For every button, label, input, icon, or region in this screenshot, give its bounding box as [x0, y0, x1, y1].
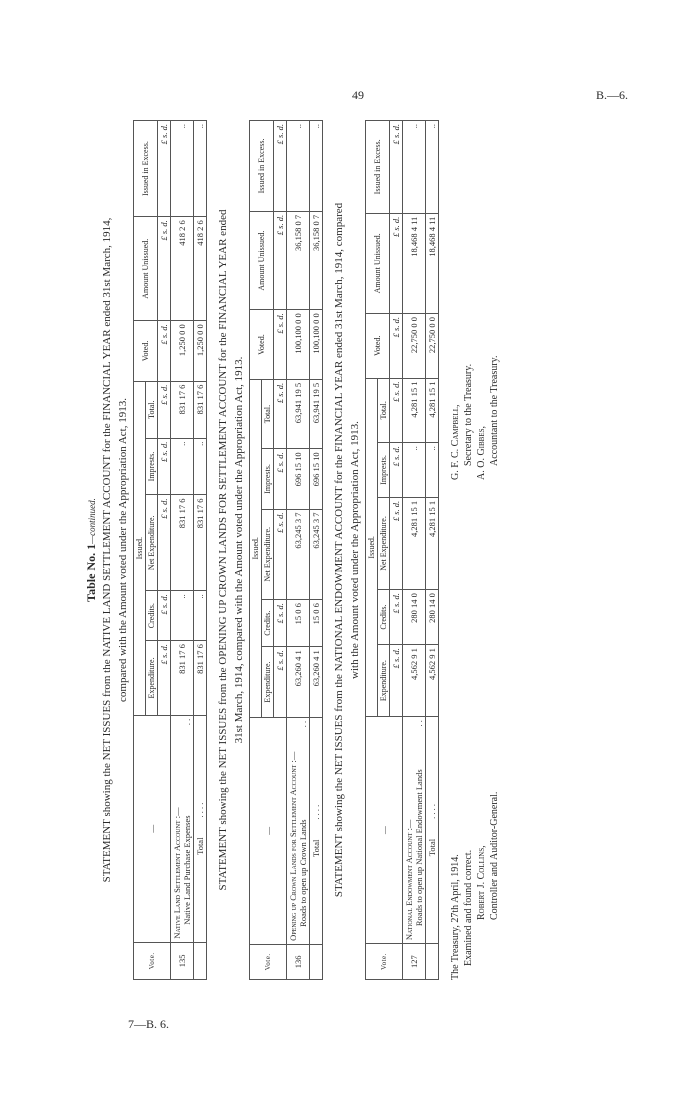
- value-net: 831 17 6: [171, 495, 194, 591]
- unit-d: d.: [159, 220, 169, 227]
- unit-l: £: [159, 457, 169, 462]
- total-label-cell: [426, 717, 439, 944]
- unit-d: d.: [391, 648, 401, 655]
- footer-left: [449, 792, 501, 980]
- total-excess: ..: [310, 121, 323, 212]
- column-header-total: Total.: [378, 378, 390, 443]
- total-voted: 100,100 0 0: [310, 310, 323, 380]
- column-header-voted: Voted.: [250, 310, 274, 380]
- unit-l: £: [391, 140, 401, 145]
- account-item: [182, 719, 192, 939]
- examined-note: Examined and found correct.: [463, 849, 474, 966]
- column-header-vote: Vote.: [250, 944, 287, 979]
- column-header-voted: Voted.: [134, 321, 158, 381]
- units-cell: [274, 509, 287, 600]
- column-header-issued: Issued.: [250, 379, 262, 717]
- unit-l: £: [275, 619, 285, 624]
- column-header-vote: Vote.: [366, 944, 403, 980]
- value-total: 4,281 15 1: [403, 378, 426, 443]
- unit-l: £: [159, 400, 169, 405]
- total-total: 831 17 6: [194, 381, 207, 438]
- column-header-total: Total.: [146, 381, 158, 438]
- account-description: [171, 715, 194, 942]
- item-label: Native Land Purchase Expenses: [182, 815, 192, 925]
- total-net: 4,281 15 1: [426, 497, 439, 589]
- unit-d: d.: [391, 446, 401, 453]
- unit-d: d.: [391, 593, 401, 600]
- item-label: Roads to open up Crown Lands: [298, 819, 308, 927]
- unit-l: £: [391, 397, 401, 402]
- total-voted: 1,250 0 0: [194, 321, 207, 381]
- column-header-imprests: Imprests.: [378, 443, 390, 498]
- unit-s: s.: [159, 652, 169, 658]
- value-net: 4,281 15 1: [403, 497, 426, 589]
- total-imprests: ..: [426, 443, 439, 498]
- value-expenditure: 831 17 6: [171, 641, 194, 716]
- unit-l: £: [275, 666, 285, 671]
- units-cell: [274, 211, 287, 309]
- total-imprests: ..: [194, 438, 207, 495]
- column-header-imprests: Imprests.: [146, 438, 158, 495]
- unit-s: s.: [275, 611, 285, 617]
- total-credits: 280 14 0: [426, 590, 439, 645]
- total-unissued: 36,158 0 7: [310, 211, 323, 309]
- column-header-net: Net Expenditure.: [378, 497, 390, 589]
- unit-s: s.: [391, 454, 401, 461]
- units-cell: [390, 213, 403, 313]
- units-cell: [158, 641, 171, 716]
- controller-name: Robert J. Collins,: [476, 845, 487, 920]
- unit-l: £: [391, 232, 401, 238]
- value-credits: ..: [171, 591, 194, 641]
- column-header-excess: Issued in Excess.: [366, 121, 390, 214]
- document-reference-bottom: 7—B. 6.: [128, 1017, 170, 1031]
- unit-l: £: [391, 516, 401, 522]
- total-vote-cell: [194, 942, 207, 979]
- unit-s: s.: [391, 132, 401, 138]
- units-cell: [390, 378, 403, 443]
- column-header-credits: Credits.: [146, 591, 158, 641]
- table-heading: [85, 100, 99, 1000]
- unit-s: s.: [391, 225, 401, 231]
- column-header-unissued: Amount Unissued.: [250, 211, 274, 309]
- units-cell: [274, 449, 287, 509]
- leader-dots: . .: [414, 720, 424, 727]
- units-cell: [274, 310, 287, 380]
- unit-s: s.: [391, 656, 401, 663]
- total-voted: 22,750 0 0: [426, 314, 439, 379]
- total-label: Total: [311, 839, 321, 857]
- units-cell: [158, 121, 171, 217]
- unit-d: d.: [275, 512, 285, 519]
- units-cell: [390, 443, 403, 498]
- value-imprests: ..: [171, 438, 194, 495]
- column-header-credits: Credits.: [262, 600, 274, 647]
- unit-d: d.: [391, 381, 401, 388]
- column-header-unissued: Amount Unissued.: [366, 213, 390, 313]
- total-unissued: 418 2 6: [194, 217, 207, 321]
- value-total: 63,941 19 5: [287, 379, 310, 449]
- column-header-description: —: [250, 717, 287, 944]
- column-header-description: —: [134, 715, 171, 942]
- unit-l: £: [159, 236, 169, 241]
- column-header-imprests: Imprests.: [262, 449, 274, 509]
- column-header-credits: Credits.: [378, 590, 390, 645]
- units-cell: [390, 497, 403, 589]
- account-name: National Endowment Account :—: [404, 819, 414, 941]
- unit-l: £: [275, 468, 285, 473]
- value-total: 831 17 6: [171, 381, 194, 438]
- value-credits: 280 14 0: [403, 590, 426, 645]
- units-cell: [390, 645, 403, 717]
- unit-s: s.: [275, 132, 285, 138]
- table-title: Table No. 1: [84, 543, 98, 602]
- column-header-vote: Vote.: [134, 942, 171, 979]
- units-cell: [274, 121, 287, 212]
- account-description: [403, 717, 426, 944]
- unit-l: £: [391, 462, 401, 467]
- unit-l: £: [275, 398, 285, 404]
- unit-s: s.: [159, 450, 169, 456]
- unit-s: s.: [275, 460, 285, 467]
- total-label-cell: [310, 717, 323, 944]
- total-excess: ..: [426, 121, 439, 214]
- column-header-expenditure: Expenditure.: [146, 641, 158, 716]
- total-vote-cell: [310, 944, 323, 979]
- secretary-title: Secretary to the Treasury.: [463, 363, 474, 466]
- total-net: 63,245 3 7: [310, 509, 323, 600]
- unit-s: s.: [275, 391, 285, 397]
- unit-d: d.: [159, 384, 169, 391]
- account-name: Native Land Settlement Account :—: [172, 807, 182, 939]
- unit-s: s.: [159, 393, 169, 399]
- unit-d: d.: [275, 603, 285, 610]
- unit-s: s.: [159, 332, 169, 339]
- value-imprests: 696 15 10: [287, 449, 310, 509]
- unit-s: s.: [275, 521, 285, 527]
- unit-s: s.: [391, 325, 401, 331]
- total-label-cell: [194, 715, 207, 942]
- unit-l: £: [159, 140, 169, 145]
- unit-d: d.: [159, 498, 169, 505]
- unit-s: s.: [275, 658, 285, 665]
- unit-l: £: [391, 333, 401, 338]
- unit-d: d.: [391, 500, 401, 508]
- unit-d: d.: [159, 441, 169, 449]
- unit-l: £: [275, 528, 285, 533]
- page-number: 49: [352, 88, 364, 102]
- total-expenditure: 831 17 6: [194, 641, 207, 716]
- unit-l: £: [275, 230, 285, 236]
- unit-s: s.: [275, 223, 285, 229]
- leader-dots: . .: [182, 718, 192, 726]
- units-cell: [274, 600, 287, 647]
- vote-number: 127: [403, 944, 426, 980]
- item-label: Roads to open up National Endowment Lands: [414, 769, 424, 927]
- value-voted: 22,750 0 0: [403, 314, 426, 379]
- controller-title: Controller and Auditor-General.: [489, 791, 500, 920]
- vote-number: 135: [171, 942, 194, 979]
- statement-block: [217, 100, 323, 1000]
- unit-l: £: [159, 610, 169, 615]
- units-cell: [158, 438, 171, 495]
- account-description: [287, 717, 310, 944]
- unit-s: s.: [391, 601, 401, 608]
- column-header-net: Net Expenditure.: [262, 509, 274, 600]
- units-cell: [158, 591, 171, 641]
- footer-right: [449, 356, 501, 480]
- accountant-name: A. O. Gibbes,: [476, 425, 487, 480]
- total-expenditure: 63,260 4 1: [310, 647, 323, 718]
- unit-s: s.: [391, 390, 401, 396]
- unit-s: s.: [159, 228, 169, 235]
- accountant-title: Accountant to the Treasury.: [489, 355, 500, 466]
- total-label: Total: [195, 837, 205, 855]
- unit-l: £: [391, 609, 401, 614]
- unit-l: £: [391, 664, 401, 669]
- unit-s: s.: [391, 509, 401, 515]
- unit-s: s.: [275, 321, 285, 328]
- statements-container: [101, 100, 439, 1000]
- vote-number: 136: [287, 944, 310, 979]
- leader-dots: . .: [298, 720, 308, 728]
- column-header-expenditure: Expenditure.: [378, 645, 390, 717]
- total-vote-cell: [426, 944, 439, 980]
- value-excess: ..: [171, 121, 194, 217]
- statement-block: [101, 100, 207, 1000]
- column-header-voted: Voted.: [366, 314, 390, 379]
- rotated-page-content: [85, 100, 605, 1000]
- document-reference-top: B.—6.: [596, 88, 629, 102]
- unit-d: d.: [391, 124, 401, 131]
- column-header-excess: Issued in Excess.: [134, 121, 158, 217]
- total-total: 63,941 19 5: [310, 379, 323, 449]
- value-voted: 100,100 0 0: [287, 310, 310, 380]
- unit-d: d.: [275, 313, 285, 320]
- units-cell: [158, 495, 171, 591]
- unit-d: d.: [391, 216, 401, 224]
- unit-l: £: [159, 340, 169, 345]
- account-name: Opening up Crown Lands for Settlement Account :—: [288, 751, 298, 941]
- column-header-expenditure: Expenditure.: [262, 647, 274, 718]
- column-header-issued: Issued.: [366, 378, 378, 717]
- unit-l: £: [275, 140, 285, 145]
- total-unissued: 18,468 4 11: [426, 213, 439, 313]
- statement-title-line2: 31st March, 1914, compared with the Amount voted under the Appropriation Act, 1913.: [233, 356, 245, 744]
- value-unissued: 418 2 6: [171, 217, 194, 321]
- column-header-unissued: Amount Unissued.: [134, 217, 158, 321]
- unit-d: d.: [159, 594, 169, 601]
- unit-l: £: [159, 660, 169, 665]
- statement-title-line1: STATEMENT showing the NET ISSUES from the OPENING UP CROWN LANDS FOR SETTLEMENT ACCOUNT for the FINANCIAL YEAR ended: [217, 209, 229, 891]
- unit-l: £: [275, 329, 285, 334]
- total-dots: . . . .: [427, 804, 437, 819]
- unit-s: s.: [159, 602, 169, 609]
- unit-l: £: [159, 514, 169, 519]
- unit-s: s.: [159, 506, 169, 513]
- value-voted: 1,250 0 0: [171, 321, 194, 381]
- total-credits: 15 0 6: [310, 600, 323, 647]
- total-dots: . . . .: [195, 802, 205, 818]
- value-expenditure: 4,562 9 1: [403, 645, 426, 717]
- unit-d: d.: [159, 324, 169, 331]
- units-cell: [158, 381, 171, 438]
- statement-title-line1: STATEMENT showing the NET ISSUES from the NATIVE LAND SETTLEMENT ACCOUNT for the FINANCIAL YEAR ended 31st March, 1914,: [101, 217, 113, 883]
- treasury-date: The Treasury, 27th April, 1914.: [450, 854, 461, 980]
- units-cell: [158, 321, 171, 381]
- total-credits: ..: [194, 591, 207, 641]
- total-imprests: 696 15 10: [310, 449, 323, 509]
- unit-d: d.: [275, 452, 285, 459]
- total-expenditure: 4,562 9 1: [426, 645, 439, 717]
- unit-d: d.: [275, 650, 285, 657]
- value-net: 63,245 3 7: [287, 509, 310, 600]
- statement-title-line2: with the Amount voted under the Appropriation Act, 1913.: [349, 421, 361, 679]
- unit-d: d.: [159, 644, 169, 651]
- value-expenditure: 63,260 4 1: [287, 647, 310, 718]
- value-excess: ..: [403, 121, 426, 214]
- statement-table: [249, 120, 323, 980]
- unit-d: d.: [159, 124, 169, 131]
- account-item: [298, 721, 308, 941]
- units-cell: [390, 590, 403, 645]
- value-unissued: 36,158 0 7: [287, 211, 310, 309]
- statement-title-line2: compared with the Amount voted under the Appropriation Act, 1913.: [117, 398, 129, 702]
- value-credits: 15 0 6: [287, 600, 310, 647]
- column-header-total: Total.: [262, 379, 274, 449]
- secretary-name: G. F. C. Campbell,: [450, 404, 461, 480]
- units-cell: [274, 379, 287, 449]
- column-header-description: —: [366, 717, 403, 944]
- unit-d: d.: [391, 317, 401, 324]
- statement-table: [365, 120, 439, 980]
- total-net: 831 17 6: [194, 495, 207, 591]
- units-cell: [390, 314, 403, 379]
- units-cell: [158, 217, 171, 321]
- column-header-excess: Issued in Excess.: [250, 121, 274, 212]
- unit-d: d.: [275, 382, 285, 390]
- unit-d: d.: [275, 214, 285, 222]
- account-item: [414, 720, 424, 940]
- statement-title-line1: STATEMENT showing the NET ISSUES from the NATIONAL ENDOWMENT ACCOUNT for the FINANCIAL YEAR ended 31st March, 1914, compared: [333, 202, 345, 898]
- column-header-net: Net Expenditure.: [146, 495, 158, 591]
- unit-d: d.: [275, 124, 285, 131]
- value-excess: ..: [287, 121, 310, 212]
- value-unissued: 18,468 4 11: [403, 213, 426, 313]
- table-continued: —continued.: [87, 498, 97, 544]
- statement-block: [333, 100, 439, 1000]
- units-cell: [390, 121, 403, 214]
- total-dots: . . . .: [311, 804, 321, 820]
- total-total: 4,281 15 1: [426, 378, 439, 443]
- statement-table: [133, 120, 207, 980]
- units-cell: [274, 647, 287, 718]
- total-excess: ..: [194, 121, 207, 217]
- total-label: Total: [427, 838, 437, 857]
- unit-s: s.: [159, 132, 169, 138]
- signatures-footer: [449, 100, 509, 980]
- column-header-issued: Issued.: [134, 381, 146, 715]
- value-imprests: ..: [403, 443, 426, 498]
